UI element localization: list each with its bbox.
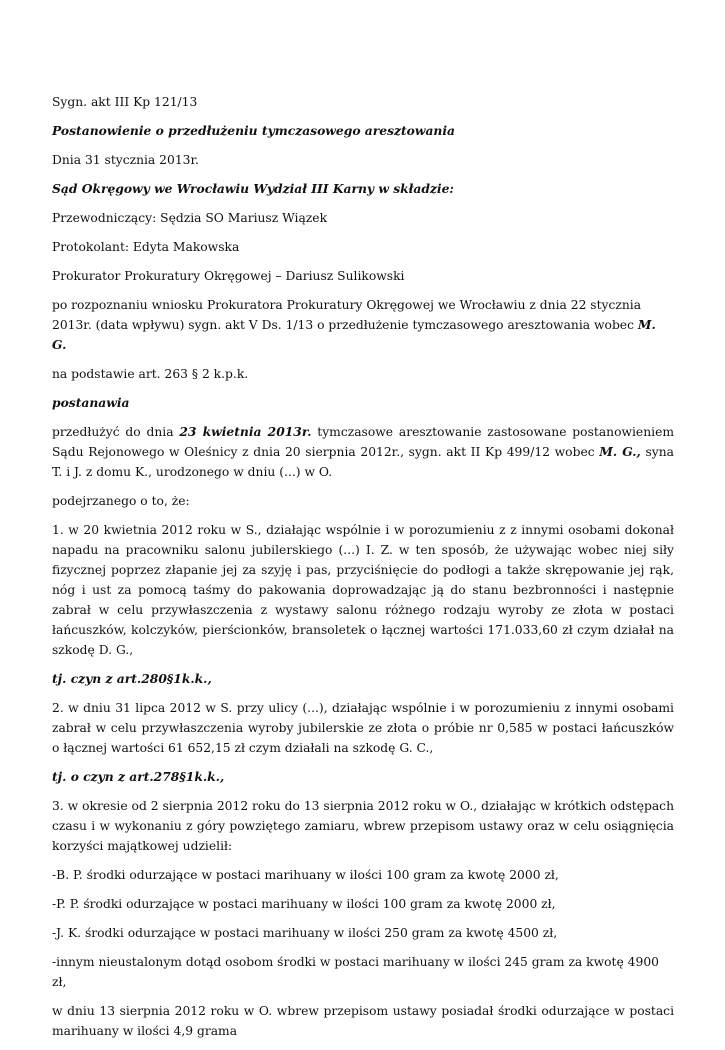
charge-3: 3. w okresie od 2 sierpnia 2012 roku do 13 sierpnia 2012 roku w O., działając w krótkich odstępach czasu i w wykonaniu z góry powziętego zamiaru, wbrew przepisom ustawy oraz w celu osiągnięcia korzyści majątkowej udzielił: <box>52 799 674 853</box>
document-page <box>52 92 674 1050</box>
prosecutor: Prokurator Prokuratury Okręgowej – Dariusz Sulikowski <box>52 269 405 283</box>
extension-paragraph <box>52 422 674 482</box>
case-signature: Sygn. akt III Kp 121/13 <box>52 95 198 109</box>
legal-basis: na podstawie art. 263 § 2 k.p.k. <box>52 367 249 381</box>
charge-1: 1. w 20 kwietnia 2012 roku w S., działając wspólnie i w porozumieniu z z innymi osobami dokonał napadu na pracowniku salonu jubilerskiego (...) I. Z. w ten sposób, że używając wobec niej siły fizycznej poprzez złapanie jej za szyję i pas, przyciśnięcie do podłogi a także skrępowanie jej rąk, nóg i ust za pomocą taśmy do pakowania doprowadzając ją do stanu bezbronności i następnie zabrał w celu przywłaszczenia z wystawy salonu różnego rodzaju wyroby ze złota w postaci łańcuszków, kolczyków, pierścionków, bransoletek o łącznej wartości 171.033,60 zł czym działał na szkodę D. G., <box>52 523 674 657</box>
extension-date: 23 kwietnia 2013r. <box>179 424 312 439</box>
charge-3-item-4: -innym nieustalonym dotąd osobom środki w postaci marihuany w ilości 245 gram za kwotę 4900 zł, <box>52 955 659 989</box>
extension-defendant-name: M. G., <box>599 444 641 459</box>
extension-text-1: przedłużyć do dnia <box>52 425 180 439</box>
charge-3-item-2: -P. P. środki odurzające w postaci marihuany w ilości 100 gram za kwotę 2000 zł, <box>52 897 556 911</box>
presiding-judge: Przewodniczący: Sędzia SO Mariusz Wiązek <box>52 211 328 225</box>
document-title: Postanowienie o przedłużeniu tymczasowego aresztowania <box>52 123 455 138</box>
court-composition-heading: Sąd Okręgowy we Wrocławiu Wydział III Karny w składzie: <box>52 181 454 196</box>
charge-3-item-1: -B. P. środki odurzające w postaci marihuany w ilości 100 gram za kwotę 2000 zł, <box>52 868 559 882</box>
possession-paragraph: w dniu 13 sierpnia 2012 roku w O. wbrew przepisom ustawy posiadał środki odurzające w postaci marihuany w ilości 4,9 grama <box>52 1004 674 1038</box>
motion-paragraph <box>52 295 674 355</box>
motion-text: po rozpoznaniu wniosku Prokuratora Prokuratury Okręgowej we Wrocławiu z dnia 22 stycznia 2013r. (data wpływu) sygn. akt V Ds. 1/13 o przedłużenie tymczasowego aresztowania wobec <box>52 298 642 332</box>
charge-3-item-3: -J. K. środki odurzające w postaci marihuany w ilości 250 gram za kwotę 4500 zł, <box>52 926 558 940</box>
decision-heading: postanawia <box>52 395 130 410</box>
court-clerk: Protokolant: Edyta Makowska <box>52 240 240 254</box>
defendant-name: M. G. <box>52 317 656 352</box>
extension-text-3: syna T. i J. z domu K., urodzonego w dniu (...) w O. <box>52 445 674 479</box>
charge-2: 2. w dniu 31 lipca 2012 w S. przy ulicy (...), działając wspólnie i w porozumieniu z innymi osobami zabrał w celu przywłaszczenia wyroby jubilerskie ze złota o próbie nr 0,585 w postaci łańcuszków o łącznej wartości 61 652,15 zł czym działali na szkodę G. C., <box>52 701 674 755</box>
extension-text-2: tymczasowe aresztowanie zastosowane postanowieniem Sądu Rejonowego w Oleśnicy z dnia 20 sierpnia 2012r., sygn. akt II Kp 499/12 wobec <box>52 425 675 459</box>
charge-1-qualification: tj. czyn z art.280§1k.k., <box>52 671 212 686</box>
suspected-of: podejrzanego o to, że: <box>52 494 190 508</box>
date-line: Dnia 31 stycznia 2013r. <box>52 153 199 167</box>
charge-2-qualification: tj. o czyn z art.278§1k.k., <box>52 769 225 784</box>
